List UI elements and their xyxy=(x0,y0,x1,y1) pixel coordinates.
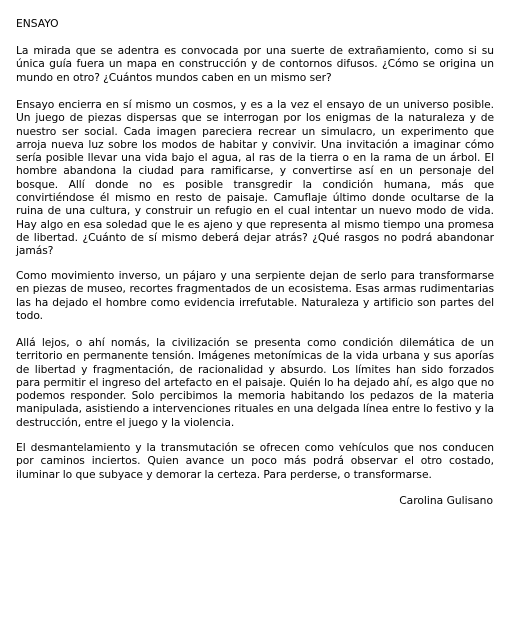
paragraph-intro: La mirada que se adentra es convocada por una suerte de extrañamiento, como si su única guía fuera un mapa en construcción y de contornos difusos. ¿Cómo se origina un mundo en otro? ¿Cuántos mundos caben en un mismo ser? xyxy=(16,44,494,84)
paragraph-cosmos: Ensayo encierra en sí mismo un cosmos, y es a la vez el ensayo de un universo posible. Un juego de piezas dispersas que se interrogan por los enigmas de la naturaleza y de nuestro ser social. Cada imagen pareciera recrear un simulacro, un experimento que arroja nueva luz sobre los modos de habitar y convivir. Una invitación a imaginar cómo sería posible llevar una vida bajo el agua, al ras de la tierra o en la rama de un árbol. El hombre abandona la ciudad para ramificarse, y convertirse así en un personaje del bosque. Allí donde no es posible transgredir la condición humana, más que convirtiéndose él mismo en resto de paisaje. Camuflaje último donde ocultarse de la ruina de una cultura, y construir un refugio en el cual intentar un nuevo modo de vida. Hay algo en esa soledad que le es ajeno y que representa al mismo tiempo una promesa de libertad. ¿Cuánto de sí mismo deberá dejar atrás? ¿Qué rasgos no podrá abandonar jamás? xyxy=(16,98,494,258)
paragraph-civilization: Allá lejos, o ahí nomás, la civilización se presenta como condición dilemática de un territorio en permanente tensión. Imágenes metonímicas de la vida urbana y sus aporías de libertad y fragmentación, de racionalidad y absurdo. Los límites han sido forzados para permitir el ingreso del artefacto en el paisaje. Quién lo ha dejado ahí, es algo que no podemos responder. Solo percibimos la memoria habitando los pedazos de la materia manipulada, asistiendo a intervenciones rituales en una delgada línea entre lo festivo y la destrucción, entre el juego y la violencia. xyxy=(16,336,494,429)
paragraph-museum: Como movimiento inverso, un pájaro y una serpiente dejan de serlo para transformarse en piezas de museo, recortes fragmentados de un ecosistema. Esas armas rudimentarias las ha dejado el hombre como evidencia irrefutable. Naturaleza y artificio son partes del todo. xyxy=(16,269,494,322)
document-title: ENSAYO xyxy=(16,17,59,30)
paragraph-transmutation: El desmantelamiento y la transmutación se ofrecen como vehículos que nos conducen por caminos inciertos. Quien avance un poco más podrá observar el otro costado, iluminar lo que subyace y demorar la certeza. Para perderse, o transformarse. xyxy=(16,441,494,481)
author-signature: Carolina Gulisano xyxy=(399,494,493,507)
